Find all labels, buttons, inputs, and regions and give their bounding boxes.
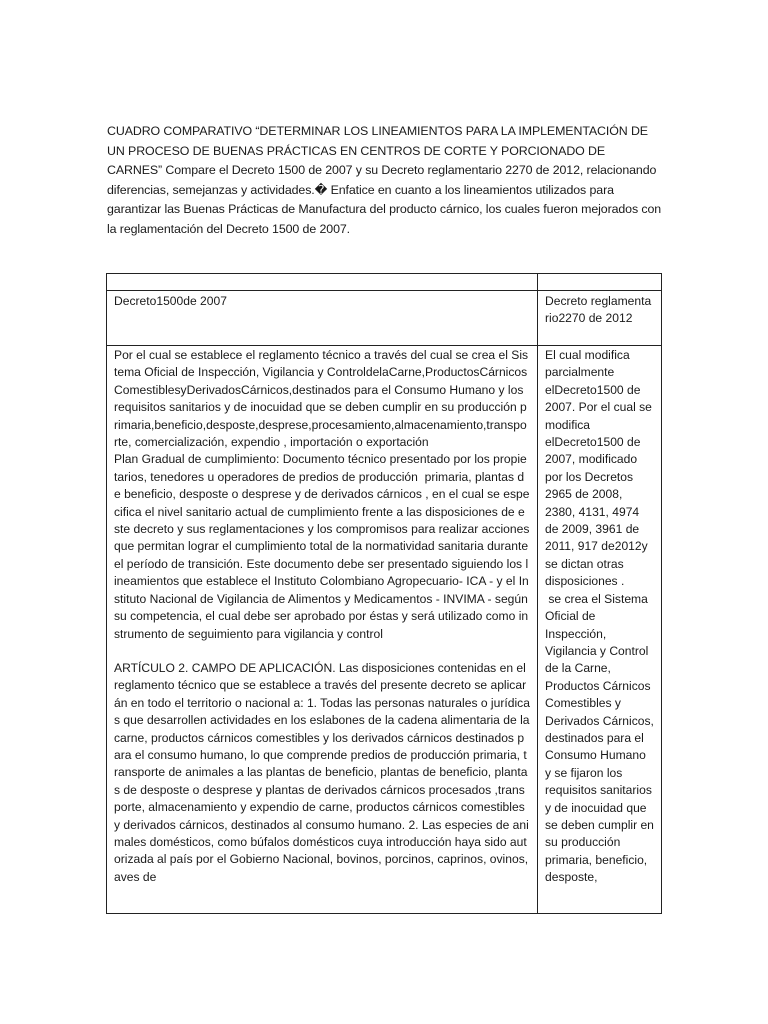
paragraph-spacer	[114, 643, 530, 660]
decreto-1500-paragraph-1: Por el cual se establece el reglamento técnico a través del cual se crea el Sistema Oficial de Inspección, Vigilancia y ControldelaCarne,ProductosCárnicosComestiblesyDerivadosCárnicos,destinados para el Consumo Humano y los requisitos sanitarios y de inocuidad que se deben cumplir en su producción primaria,beneficio,desposte,desprese,procesamiento,almacenamiento,transporte, comercialización, expendio , importación o exportación Plan Gradual de cumplimiento: Documento técnico presentado por los propietarios, tenedores u operadores de predios de producción primaria, plantas de beneficio, desposte o desprese y de derivados cárnicos , en el cual se especifica el nivel sanitario actual de cumplimiento frente a las disposiciones de este decreto y sus reglamentaciones y los compromisos para realizar acciones que permitan lograr el cumplimiento total de la normatividad sanitaria durante el período de transición. Este documento debe ser presentado siguiendo los lineamientos que establece el Instituto Colombiano Agropecuario- ICA - y el Instituto Nacional de Vigilancia de Alimentos y Medicamentos - INVIMA - según su competencia, el cual debe ser aprobado por éstas y será utilizado como instrumento de seguimiento para vigilancia y control	[114, 348, 530, 641]
header-decreto-1500: Decreto1500de 2007	[107, 291, 538, 346]
table-row	[107, 346, 662, 914]
table-header-row	[107, 291, 662, 346]
intro-paragraph: CUADRO COMPARATIVO “DETERMINAR LOS LINEAMIENTOS PARA LA IMPLEMENTACIÓN DE UN PROCESO DE BUENAS PRÁCTICAS EN CENTROS DE CORTE Y PORCIONADO DE CARNES” Compare el Decreto 1500 de 2007 y su Decreto reglamentario 2270 de 2012, relacionando diferencias, semejanzas y actividades.� Enfatice en cuanto a los lineamientos utilizados para garantizar las Buenas Prácticas de Manufactura del producto cárnico, los cuales fueron mejorados con la reglamentación del Decreto 1500 de 2007.	[107, 124, 662, 236]
table-row-blank	[107, 274, 662, 291]
decreto-2270-text: El cual modifica parcialmente elDecreto1500 de 2007. Por el cual se modifica elDecreto1500 de 2007, modificado por los Decretos 2965 de 2008, 2380, 4131, 4974 de 2009, 3961 de 2011, 917 de2012y se dictan otras disposiciones . se crea el Sistema Oficial de Inspección, Vigilancia y Control de la Carne, Productos Cárnicos Comestibles y Derivados Cárnicos, destinados para el Consumo Humano y se fijaron los requisitos sanitarios y de inocuidad que se deben cumplir en su producción primaria, beneficio, desposte,	[545, 348, 654, 885]
cell-decreto-1500-content	[107, 346, 538, 914]
cell-decreto-2270-content	[538, 346, 662, 914]
decreto-1500-paragraph-2: ARTÍCULO 2. CAMPO DE APLICACIÓN. Las disposiciones contenidas en el reglamento técnico que se establece a través del presente decreto se aplicarán en todo el territorio o nacional a: 1. Todas las personas naturales o jurídicas que desarrollen actividades en los eslabones de la cadena alimentaria de la carne, productos cárnicos comestibles y los derivados cárnicos destinados para el consumo humano, lo que comprende predios de producción primaria, transporte de animales a las plantas de beneficio, plantas de beneficio, plantas de desposte o desprese y plantas de derivados cárnicos procesados ,transporte, almacenamiento y expendio de carne, productos cárnicos comestibles y derivados cárnicos, destinados al consumo humano. 2. Las especies de animales domésticos, como búfalos domésticos cuya introducción haya sido autorizada al país por el Gobierno Nacional, bovinos, porcinos, caprinos, ovinos, aves de	[114, 660, 533, 884]
comparison-table	[106, 273, 662, 914]
header-decreto-2270: Decreto reglamentario2270 de 2012	[538, 291, 662, 346]
table-cell-empty	[107, 274, 538, 291]
table-cell-empty	[538, 274, 662, 291]
